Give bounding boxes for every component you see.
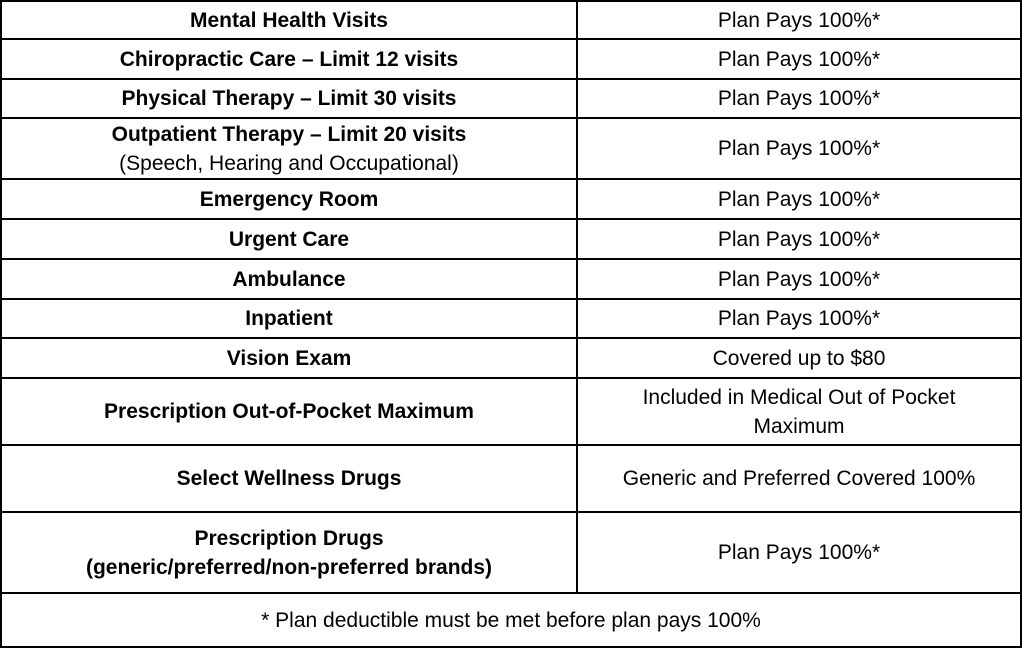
table-row	[1, 512, 1021, 593]
benefit-name: Ambulance	[1, 259, 577, 299]
coverage-value: Generic and Preferred Covered 100%	[577, 445, 1021, 512]
table-row	[1, 1, 1021, 39]
benefit-name: Urgent Care	[1, 219, 577, 259]
coverage-value: Plan Pays 100%*	[577, 118, 1021, 179]
table-row	[1, 338, 1021, 378]
coverage-value: Plan Pays 100%*	[577, 79, 1021, 118]
benefit-title: Prescription Drugs	[194, 526, 384, 550]
coverage-value: Plan Pays 100%*	[577, 512, 1021, 593]
coverage-value: Plan Pays 100%*	[577, 179, 1021, 219]
table-row	[1, 299, 1021, 338]
benefit-title-line2: (generic/preferred/non-preferred brands)	[85, 555, 493, 579]
table-row	[1, 378, 1021, 445]
table-row	[1, 118, 1021, 179]
coverage-value	[577, 378, 1021, 445]
footnote-row	[1, 593, 1021, 647]
footnote: * Plan deductible must be met before plan pays 100%	[1, 593, 1021, 647]
coverage-value: Plan Pays 100%*	[577, 299, 1021, 338]
table-row	[1, 179, 1021, 219]
table-row	[1, 79, 1021, 118]
benefit-subtitle: (Speech, Hearing and Occupational)	[119, 151, 459, 175]
table-row	[1, 219, 1021, 259]
coverage-line: Maximum	[753, 414, 845, 438]
table-row	[1, 259, 1021, 299]
benefit-name: Emergency Room	[1, 179, 577, 219]
coverage-value: Plan Pays 100%*	[577, 1, 1021, 39]
coverage-value: Plan Pays 100%*	[577, 39, 1021, 79]
benefit-name: Vision Exam	[1, 338, 577, 378]
benefit-name: Inpatient	[1, 299, 577, 338]
coverage-value: Covered up to $80	[577, 338, 1021, 378]
benefit-name	[1, 118, 577, 179]
benefit-name: Mental Health Visits	[1, 1, 577, 39]
table-row	[1, 39, 1021, 79]
coverage-value: Plan Pays 100%*	[577, 259, 1021, 299]
benefit-name: Prescription Out-of-Pocket Maximum	[1, 378, 577, 445]
benefit-name: Physical Therapy – Limit 30 visits	[1, 79, 577, 118]
coverage-line: Included in Medical Out of Pocket	[642, 385, 956, 409]
benefit-title: Outpatient Therapy – Limit 20 visits	[111, 122, 467, 146]
benefit-name	[1, 512, 577, 593]
coverage-value: Plan Pays 100%*	[577, 219, 1021, 259]
benefit-name: Select Wellness Drugs	[1, 445, 577, 512]
table-row	[1, 445, 1021, 512]
benefit-name: Chiropractic Care – Limit 12 visits	[1, 39, 577, 79]
